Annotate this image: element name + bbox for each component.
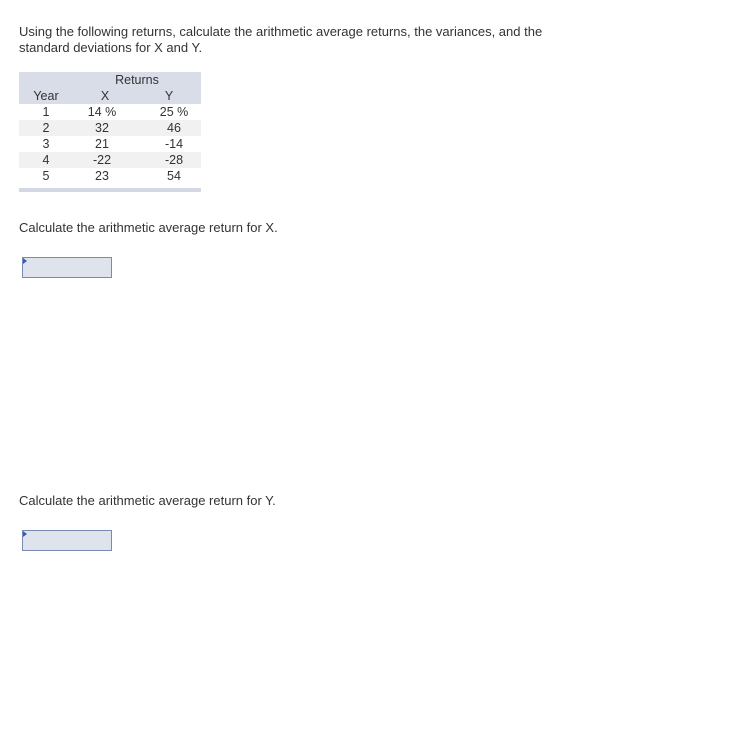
table-row xyxy=(19,120,201,136)
table-group-header-row xyxy=(19,72,201,88)
year-cell: 4 xyxy=(19,152,73,168)
average-return-x-input[interactable] xyxy=(23,258,111,277)
part-y-prompt: Calculate the arithmetic average return for Y. xyxy=(19,493,276,508)
average-return-x-answer-box[interactable] xyxy=(22,257,112,278)
y-return-cell: 25 % xyxy=(159,105,189,119)
x-column-header: X xyxy=(73,88,137,104)
y-return-cell: 46 xyxy=(137,120,201,136)
x-return-cell: -22 xyxy=(73,152,137,168)
returns-group-header: Returns xyxy=(73,72,201,88)
table-column-header-row xyxy=(19,88,201,104)
year-column-header: Year xyxy=(19,88,73,104)
returns-table xyxy=(19,72,201,192)
y-return-cell: 54 xyxy=(167,169,181,183)
question-intro: Using the following returns, calculate the arithmetic average returns, the variances, and the standard deviations for X and Y. xyxy=(19,24,543,55)
average-return-y-answer-box[interactable] xyxy=(22,530,112,551)
table-row xyxy=(19,104,201,120)
y-return-cell: -28 xyxy=(137,152,201,168)
year-cell: 2 xyxy=(19,120,73,136)
x-return-cell: 32 xyxy=(73,120,137,136)
y-column-header: Y xyxy=(137,88,201,104)
average-return-y-input[interactable] xyxy=(23,531,111,550)
x-return-cell: 21 xyxy=(95,137,109,151)
year-cell: 1 xyxy=(42,105,50,119)
year-cell: 5 xyxy=(42,169,50,183)
part-x-prompt: Calculate the arithmetic average return for X. xyxy=(19,220,278,235)
x-return-cell: 23 xyxy=(95,169,109,183)
y-return-cell: -14 xyxy=(164,137,184,151)
table-row xyxy=(19,152,201,168)
table-row xyxy=(19,136,201,152)
x-return-cell: 14 % xyxy=(87,105,117,119)
table-header-spacer xyxy=(19,72,73,88)
year-cell: 3 xyxy=(42,137,50,151)
table-row xyxy=(19,168,201,190)
